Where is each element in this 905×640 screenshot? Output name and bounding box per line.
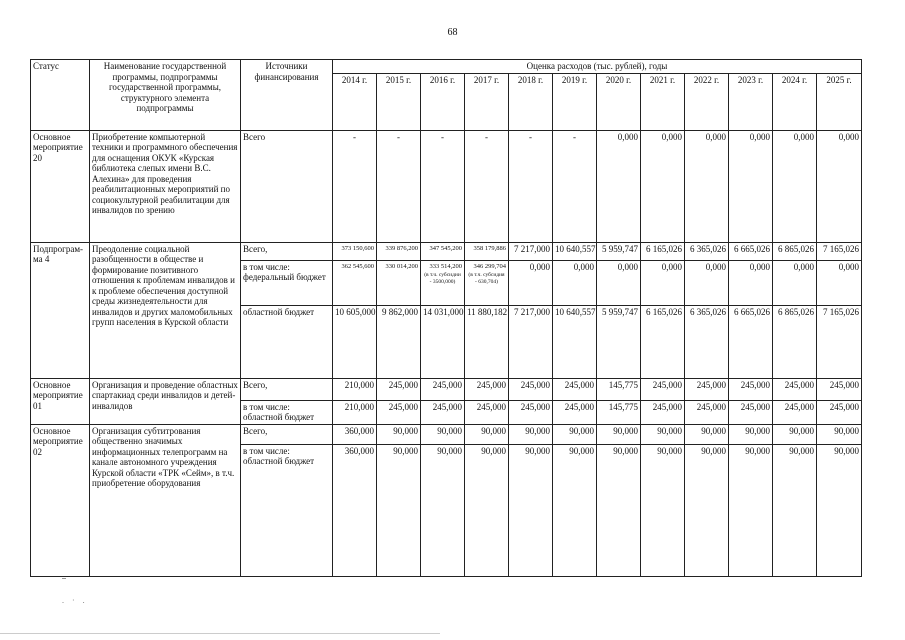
value-cell: 0,000 <box>817 260 862 305</box>
value-cell: 245,000 <box>685 400 729 424</box>
value-cell: 90,000 <box>465 444 509 576</box>
value-cell: 245,000 <box>465 378 509 400</box>
value-cell <box>465 260 509 305</box>
page-number: 68 <box>447 27 458 38</box>
value-cell: 0,000 <box>773 260 817 305</box>
row-name: Преодоление социальной разобщенности в обществе и формирование позитивного отношения к проблемам инвалидов и к проблеме обеспечения доступной среды жизнедеятельности для инвалидов и других маломобильных групп населения в Курской области <box>90 242 241 378</box>
value-cell: 90,000 <box>641 424 685 444</box>
value-cell: 373 150,600 <box>333 242 377 260</box>
value-cell <box>421 260 465 305</box>
year-header: 2024 г. <box>773 73 817 130</box>
value-cell: 90,000 <box>553 424 597 444</box>
value-cell: 6 865,026 <box>773 305 817 378</box>
value-cell: 6 665,026 <box>729 305 773 378</box>
value-cell: 10 605,000 <box>333 305 377 378</box>
year-header: 2020 г. <box>597 73 641 130</box>
value-cell: 90,000 <box>641 444 685 576</box>
value-cell: 5 959,747 <box>597 242 641 260</box>
year-header: 2014 г. <box>333 73 377 130</box>
table-row <box>31 378 862 400</box>
value-cell: 210,000 <box>333 378 377 400</box>
value-cell <box>377 260 421 305</box>
value-cell: 90,000 <box>553 444 597 576</box>
value-cell: - <box>465 130 509 242</box>
value-cell: 5 959,747 <box>597 305 641 378</box>
value-cell: 0,000 <box>773 130 817 242</box>
year-header: 2023 г. <box>729 73 773 130</box>
value-cell: 0,000 <box>729 130 773 242</box>
value-cell: 6 365,026 <box>685 305 729 378</box>
value-text: 333 514,200 <box>429 262 462 270</box>
scan-speck <box>62 578 66 579</box>
value-cell: 360,000 <box>333 424 377 444</box>
value-cell: 14 031,000 <box>421 305 465 378</box>
header-source: Источники финансирования <box>241 60 333 131</box>
scan-edge-line <box>0 633 440 634</box>
subsidy-note: (в т.ч. субсидии - 3500,000) <box>424 272 461 285</box>
value-cell: 90,000 <box>377 444 421 576</box>
value-cell: 0,000 <box>685 260 729 305</box>
value-cell: 339 876,200 <box>377 242 421 260</box>
value-cell: 0,000 <box>553 260 597 305</box>
year-header: 2017 г. <box>465 73 509 130</box>
value-cell: 245,000 <box>377 400 421 424</box>
value-cell: 9 862,000 <box>377 305 421 378</box>
table-row <box>31 130 862 242</box>
year-header: 2015 г. <box>377 73 421 130</box>
value-cell: 245,000 <box>421 378 465 400</box>
year-header: 2021 г. <box>641 73 685 130</box>
value-cell <box>333 260 377 305</box>
value-cell: 245,000 <box>773 400 817 424</box>
value-cell: 358 179,886 <box>465 242 509 260</box>
value-cell: 145,775 <box>597 378 641 400</box>
value-cell: 90,000 <box>773 424 817 444</box>
value-cell: 90,000 <box>817 444 862 576</box>
row-source: в том числе: областной бюджет <box>241 444 333 576</box>
value-cell: 0,000 <box>641 260 685 305</box>
value-cell: 10 640,557 <box>553 242 597 260</box>
row-status: Основное мероприятие 20 <box>31 130 90 242</box>
value-cell: 245,000 <box>641 400 685 424</box>
value-cell: 90,000 <box>509 444 553 576</box>
value-cell: 90,000 <box>817 424 862 444</box>
value-cell: 90,000 <box>729 424 773 444</box>
scan-dots: . · . <box>62 596 88 605</box>
value-cell: 245,000 <box>729 400 773 424</box>
value-cell: 90,000 <box>729 444 773 576</box>
value-cell: 0,000 <box>817 130 862 242</box>
value-cell: 90,000 <box>685 424 729 444</box>
value-cell: - <box>553 130 597 242</box>
row-source: Всего, <box>241 242 333 260</box>
value-cell: 245,000 <box>377 378 421 400</box>
value-cell: 90,000 <box>421 444 465 576</box>
value-cell: 0,000 <box>509 260 553 305</box>
value-cell: 7 165,026 <box>817 242 862 260</box>
year-header: 2016 г. <box>421 73 465 130</box>
value-cell: 0,000 <box>597 130 641 242</box>
year-header: 2018 г. <box>509 73 553 130</box>
row-status: Подпрограм-ма 4 <box>31 242 90 378</box>
value-cell: 6 365,026 <box>685 242 729 260</box>
subsidy-note: (в т.ч. субсидия - 630,704) <box>468 272 505 285</box>
value-cell: 90,000 <box>465 424 509 444</box>
value-cell: 347 545,200 <box>421 242 465 260</box>
value-cell: 245,000 <box>729 378 773 400</box>
value-cell: - <box>421 130 465 242</box>
value-cell: 90,000 <box>597 444 641 576</box>
value-cell: 0,000 <box>729 260 773 305</box>
row-source: в том числе: областной бюджет <box>241 400 333 424</box>
row-status: Основное мероприятие 01 <box>31 378 90 424</box>
row-source: Всего, <box>241 424 333 444</box>
value-cell: 6 165,026 <box>641 305 685 378</box>
value-cell: 6 665,026 <box>729 242 773 260</box>
header-status: Статус <box>31 60 90 131</box>
table-row <box>31 424 862 444</box>
value-cell: 245,000 <box>817 400 862 424</box>
value-cell: 245,000 <box>641 378 685 400</box>
value-cell: 210,000 <box>333 400 377 424</box>
value-text: 330 014,200 <box>385 262 418 270</box>
value-cell: 90,000 <box>421 424 465 444</box>
value-cell: - <box>377 130 421 242</box>
value-cell: 90,000 <box>773 444 817 576</box>
value-cell: 245,000 <box>465 400 509 424</box>
value-cell: 245,000 <box>509 400 553 424</box>
value-cell: 7 165,026 <box>817 305 862 378</box>
value-cell: - <box>509 130 553 242</box>
value-cell: 10 640,557 <box>553 305 597 378</box>
value-cell: 245,000 <box>773 378 817 400</box>
row-source: областной бюджет <box>241 305 333 378</box>
value-cell: 0,000 <box>597 260 641 305</box>
year-header: 2022 г. <box>685 73 729 130</box>
row-source: Всего <box>241 130 333 242</box>
value-cell: 245,000 <box>553 378 597 400</box>
value-cell: 6 865,026 <box>773 242 817 260</box>
row-status: Основное мероприятие 02 <box>31 424 90 576</box>
value-cell: 245,000 <box>421 400 465 424</box>
value-cell: 11 880,182 <box>465 305 509 378</box>
value-cell: 7 217,000 <box>509 305 553 378</box>
row-source: в том числе: федеральный бюджет <box>241 260 333 305</box>
value-text: 346 299,704 <box>473 262 506 270</box>
value-cell: 90,000 <box>509 424 553 444</box>
value-cell: - <box>333 130 377 242</box>
row-source: Всего, <box>241 378 333 400</box>
value-cell: 90,000 <box>685 444 729 576</box>
year-header: 2025 г. <box>817 73 862 130</box>
value-cell: 245,000 <box>509 378 553 400</box>
value-cell: 6 165,026 <box>641 242 685 260</box>
value-cell: 0,000 <box>641 130 685 242</box>
budget-table <box>30 59 862 577</box>
header-estimate: Оценка расходов (тыс. рублей), годы <box>333 60 862 74</box>
value-cell: 90,000 <box>597 424 641 444</box>
value-cell: 245,000 <box>685 378 729 400</box>
value-cell: 245,000 <box>817 378 862 400</box>
value-cell: 245,000 <box>553 400 597 424</box>
value-cell: 0,000 <box>685 130 729 242</box>
header-name: Наименование государственной программы, подпрограммы государственной программы, структурного элемента подпрограммы <box>90 60 241 131</box>
value-cell: 360,000 <box>333 444 377 576</box>
value-cell: 145,775 <box>597 400 641 424</box>
value-text: 362 545,600 <box>341 262 374 270</box>
value-cell: 90,000 <box>377 424 421 444</box>
value-cell: 7 217,000 <box>509 242 553 260</box>
row-name: Приобретение компьютерной техники и программного обеспечения для оснащения ОКУК «Курская библиотека слепых имени В.С. Алехина» для проведения реабилитационных мероприятий по социокультурной реабилитации для инвалидов по зрению <box>90 130 241 242</box>
year-header: 2019 г. <box>553 73 597 130</box>
table-row <box>31 242 862 260</box>
row-name: Организация субтитрования общественно значимых информационных телепрограмм на канале автономного учреждения Курской области «ТРК «Сейм», в т.ч. приобретение оборудования <box>90 424 241 576</box>
row-name: Организация и проведение областных спартакиад среди инвалидов и детей-инвалидов <box>90 378 241 424</box>
